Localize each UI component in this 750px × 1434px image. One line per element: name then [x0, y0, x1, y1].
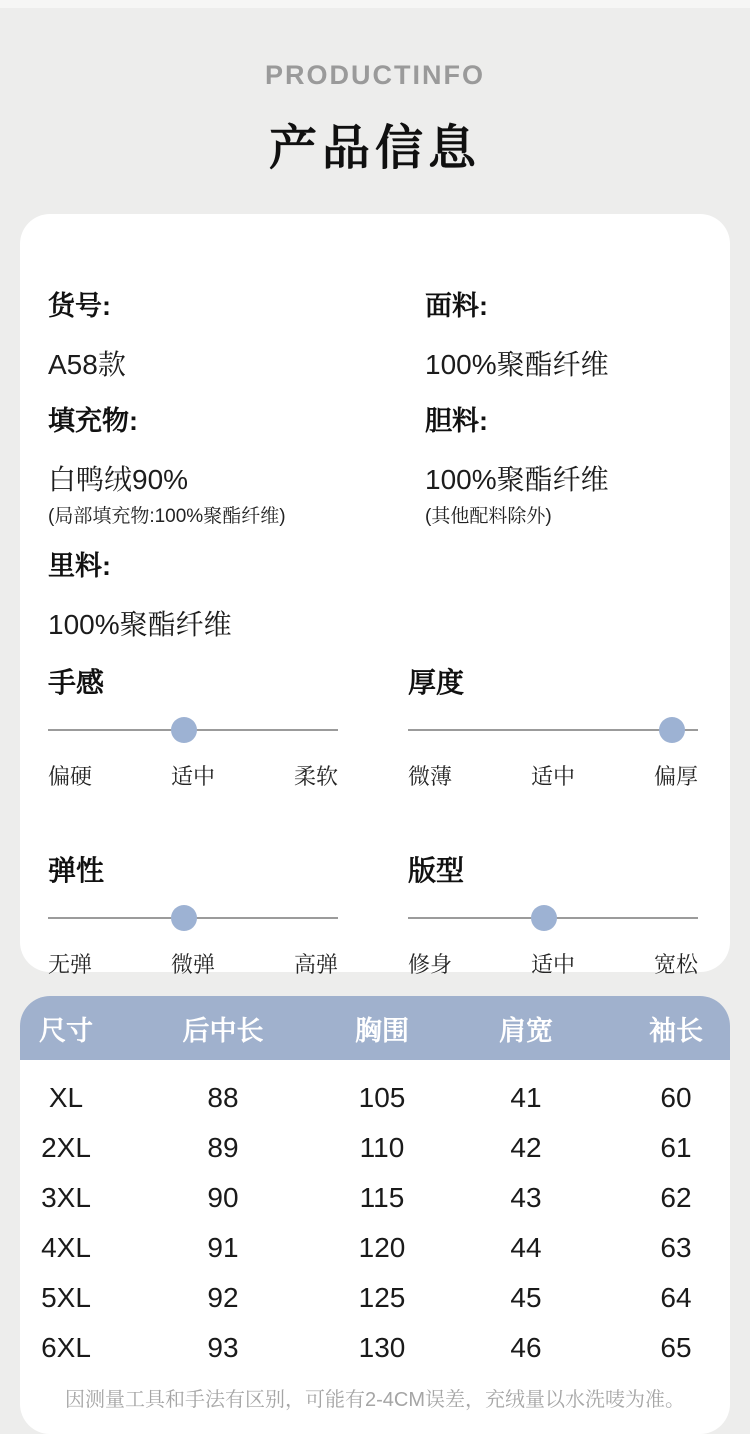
cell-size: 2XL — [41, 1132, 91, 1163]
slider-thickness — [408, 661, 698, 791]
field-item-number — [48, 284, 425, 383]
scale-label: 适中 — [170, 764, 215, 789]
scale-label: 偏硬 — [48, 764, 93, 789]
slider-track — [408, 905, 698, 931]
cell-bust: 105 — [358, 1082, 406, 1113]
cell-shoulder: 41 — [510, 1082, 542, 1113]
field-filling — [48, 399, 425, 528]
cell-sleeve: 64 — [660, 1282, 692, 1313]
field-label: 填充物: — [48, 406, 138, 436]
slider-fit — [408, 849, 698, 979]
cell-size: 6XL — [41, 1332, 91, 1363]
cell-size: 4XL — [41, 1232, 91, 1263]
scale-label: 适中 — [530, 764, 575, 789]
cell-back-length: 90 — [207, 1182, 239, 1213]
slider-dot-indicator — [171, 905, 197, 931]
cell-sleeve: 65 — [660, 1332, 692, 1363]
slider-scale-labels — [48, 948, 338, 979]
scale-label: 宽松 — [653, 952, 698, 977]
table-row — [20, 1123, 730, 1173]
cell-back-length: 92 — [207, 1282, 239, 1313]
cell-bust: 120 — [358, 1232, 406, 1263]
field-note: (其他配料除外) — [425, 506, 552, 527]
scale-label: 微薄 — [408, 764, 453, 789]
page-header — [0, 8, 750, 178]
column-header: 胸围 — [355, 1015, 409, 1046]
top-strip — [0, 0, 750, 8]
field-label: 胆料: — [425, 406, 488, 436]
field-shell — [425, 399, 702, 528]
cell-sleeve: 62 — [660, 1182, 692, 1213]
cell-sleeve: 63 — [660, 1232, 692, 1263]
slider-name: 版型 — [408, 855, 465, 886]
cell-back-length: 88 — [207, 1082, 239, 1113]
cell-shoulder: 44 — [510, 1232, 542, 1263]
slider-scale-labels — [408, 948, 698, 979]
cell-sleeve: 61 — [660, 1132, 692, 1163]
cell-shoulder: 43 — [510, 1182, 542, 1213]
scale-label: 柔软 — [293, 764, 338, 789]
product-info-card — [20, 214, 730, 977]
slider-line — [408, 729, 698, 731]
cell-size: XL — [48, 1082, 84, 1113]
cell-size: 5XL — [41, 1282, 91, 1313]
field-value: 100%聚酯纤维 — [425, 464, 609, 495]
table-row — [20, 1273, 730, 1323]
page-title: 产品信息 — [268, 122, 481, 175]
slider-name: 弹性 — [48, 855, 105, 886]
slider-track — [408, 717, 698, 743]
slider-dot-indicator — [531, 905, 557, 931]
field-note: (局部填充物:100%聚酯纤维) — [48, 506, 286, 527]
field-value: A58款 — [48, 349, 126, 380]
column-header: 后中长 — [182, 1015, 264, 1046]
table-row — [20, 1073, 730, 1123]
slider-dot-indicator — [171, 717, 197, 743]
cell-shoulder: 45 — [510, 1282, 542, 1313]
field-value: 100%聚酯纤维 — [48, 609, 232, 640]
scale-label: 微弹 — [170, 952, 215, 977]
cell-bust: 115 — [359, 1182, 405, 1213]
cell-back-length: 93 — [207, 1332, 239, 1363]
slider-hand-feel — [48, 661, 338, 791]
table-row — [20, 1223, 730, 1273]
product-fields — [48, 284, 702, 659]
slider-name: 手感 — [48, 667, 105, 698]
size-table-body — [20, 1060, 730, 1373]
slider-elasticity — [48, 849, 338, 979]
scale-label: 适中 — [530, 952, 575, 977]
table-row — [20, 1173, 730, 1223]
field-label: 货号: — [48, 291, 111, 321]
cell-size: 3XL — [41, 1182, 91, 1213]
slider-scale-labels — [408, 760, 698, 791]
slider-name: 厚度 — [408, 667, 465, 698]
cell-bust: 130 — [358, 1332, 406, 1363]
attribute-sliders — [48, 661, 702, 979]
table-row — [20, 1323, 730, 1373]
fields-right-column — [425, 284, 702, 659]
field-fabric — [425, 284, 702, 383]
scale-label: 高弹 — [293, 952, 338, 977]
scale-label: 无弹 — [48, 952, 93, 977]
field-lining — [48, 544, 425, 643]
column-header: 尺寸 — [39, 1015, 93, 1046]
cell-sleeve: 60 — [660, 1082, 692, 1113]
size-table-card — [20, 996, 730, 1434]
column-header: 袖长 — [649, 1015, 703, 1046]
slider-track — [48, 717, 338, 743]
cell-bust: 125 — [358, 1282, 406, 1313]
scale-label: 偏厚 — [653, 764, 698, 789]
cell-back-length: 89 — [207, 1132, 239, 1163]
field-value: 100%聚酯纤维 — [425, 349, 609, 380]
measurement-disclaimer: 因测量工具和手法有区别，可能有2-4CM误差，充绒量以水洗唛为准。 — [64, 1389, 685, 1411]
column-header: 肩宽 — [499, 1015, 553, 1046]
eyebrow-title: PRODUCTINFO — [265, 60, 485, 90]
field-label: 面料: — [425, 291, 488, 321]
size-table-header — [20, 996, 730, 1060]
cell-shoulder: 46 — [510, 1332, 542, 1363]
scale-label: 修身 — [408, 952, 453, 977]
slider-dot-indicator — [659, 717, 685, 743]
field-label: 里料: — [48, 551, 111, 581]
field-value: 白鸭绒90% — [48, 464, 189, 495]
cell-bust: 110 — [359, 1132, 405, 1163]
fields-left-column — [48, 284, 425, 659]
cell-shoulder: 42 — [510, 1132, 542, 1163]
cell-back-length: 91 — [207, 1232, 239, 1263]
slider-track — [48, 905, 338, 931]
slider-scale-labels — [48, 760, 338, 791]
